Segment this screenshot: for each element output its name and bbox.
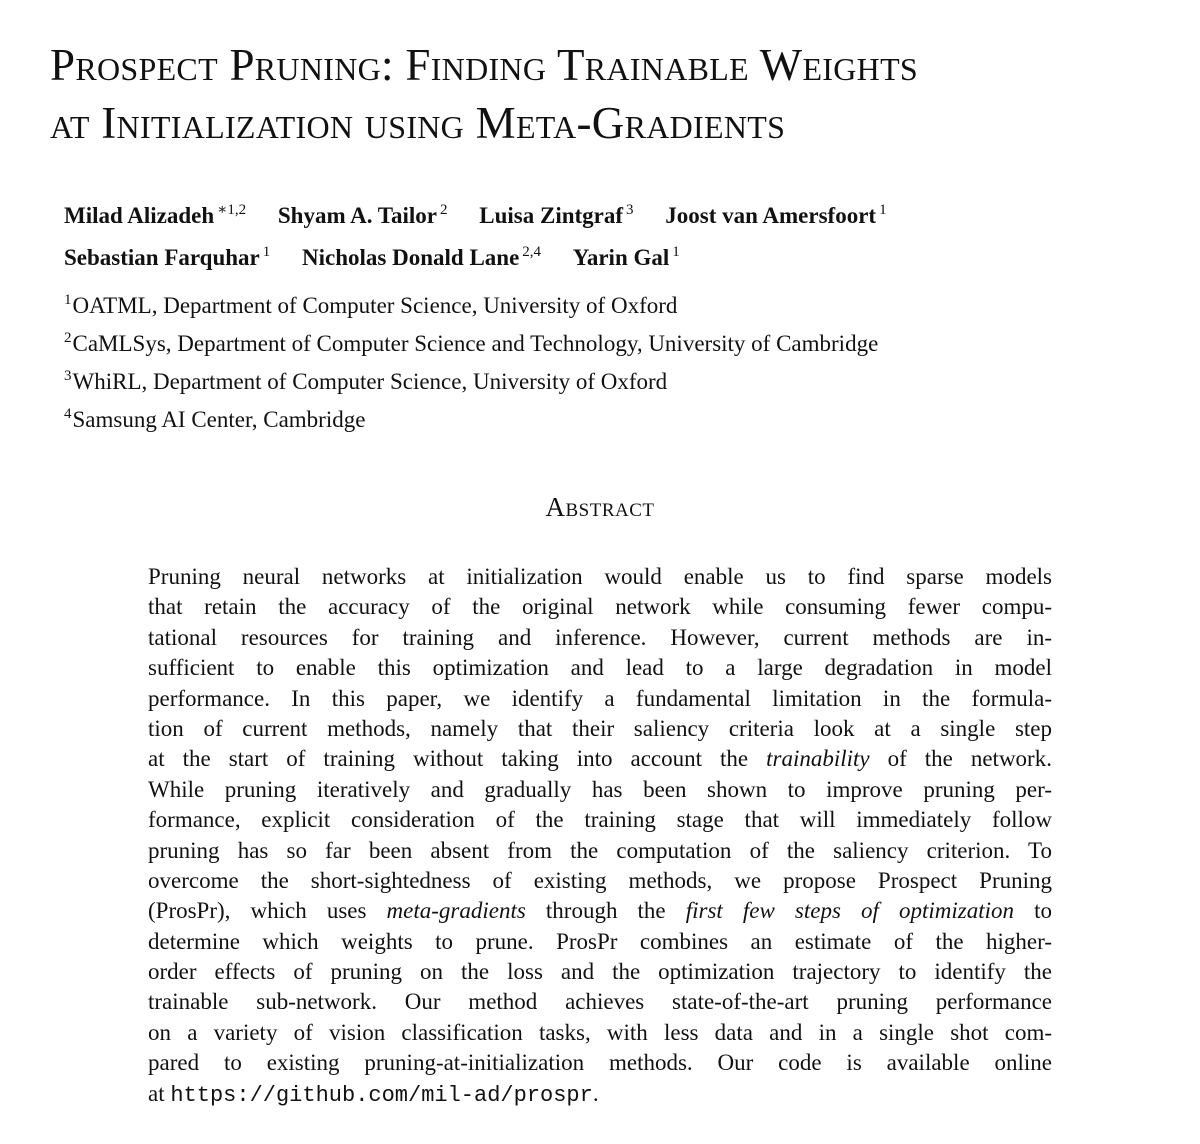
emphasis-first-few-steps: first few steps of optimization (685, 898, 1015, 924)
abstract-line: overcome the short-sightedness of existing methods, we propose Prospect Pruning (148, 867, 1052, 893)
author-name: Shyam A. Tailor (277, 203, 437, 228)
abstract-line: trainable sub-network. Our method achieves state-of-the-art pruning performance (148, 989, 1052, 1015)
author-affiliation-mark: 3 (626, 202, 634, 218)
author (64, 192, 246, 234)
affiliation-mark: 4 (64, 406, 72, 422)
author (665, 192, 886, 234)
abstract-line: (ProsPr), which uses meta-gradients through the first few steps of optimization to (148, 898, 1053, 924)
affiliation (64, 322, 1164, 360)
author (573, 234, 680, 276)
author-affiliation-mark: 2 (440, 202, 448, 218)
abstract-line: at https://github.com/mil-ad/prospr. (148, 1080, 599, 1108)
abstract-line: tion of current methods, namely that their saliency criteria look at a single step (148, 715, 1052, 741)
author-affiliation-mark: 2,4 (522, 244, 542, 260)
paper-title (50, 36, 1170, 152)
abstract-heading: Abstract (545, 492, 655, 522)
title-line-1: Prospect Pruning: Finding Trainable Weights (50, 40, 919, 90)
affiliation-text: Samsung AI Center, Cambridge (72, 407, 366, 432)
affiliation-text: WhiRL, Department of Computer Science, University of Oxford (72, 369, 668, 394)
author-name: Yarin Gal (572, 245, 670, 270)
abstract-line: formance, explicit consideration of the training stage that will immediately follow (148, 807, 1052, 833)
author-name: Luisa Zintgraf (479, 203, 624, 228)
author-name: Sebastian Farquhar (64, 245, 260, 270)
abstract-line: tational resources for training and inference. However, current methods are in- (148, 624, 1052, 650)
abstract-body (148, 562, 1052, 1109)
abstract-line: Pruning neural networks at initialization would enable us to find sparse models (148, 564, 1052, 589)
abstract-line: While pruning iteratively and gradually has been shown to improve pruning per- (148, 776, 1052, 802)
author-name: Joost van Amersfoort (665, 203, 877, 228)
abstract-line: order effects of pruning on the loss and the optimization trajectory to identify the (148, 959, 1052, 985)
author-affiliation-mark: 1 (262, 244, 271, 260)
author-affiliation-mark: ∗1,2 (217, 202, 247, 218)
author-affiliation-mark: 1 (672, 244, 680, 260)
affiliation-text: CaMLSys, Department of Computer Science and Technology, University of Cambridge (72, 331, 879, 356)
abstract-line: performance. In this paper, we identify a fundamental limitation in the formula- (148, 685, 1052, 711)
abstract-line: at the start of training without taking into account the trainability of the network. (148, 746, 1052, 772)
abstract-line: sufficient to enable this optimization and lead to a large degradation in model (148, 655, 1052, 681)
abstract-line: determine which weights to prune. ProsPr combines an estimate of the higher- (148, 928, 1052, 954)
emphasis-meta-gradients: meta-gradients (386, 898, 526, 924)
author (278, 192, 448, 234)
affiliation (64, 284, 1164, 322)
code-repository-link[interactable]: https://github.com/mil-ad/prospr (170, 1082, 593, 1108)
author-line-1 (64, 192, 1164, 234)
affiliation-list (64, 284, 1164, 436)
affiliation-mark: 2 (64, 330, 72, 346)
author (302, 234, 541, 276)
author (479, 192, 633, 234)
author-name: Milad Alizadeh (64, 203, 215, 228)
abstract-line: on a variety of vision classification tasks, with less data and in a single shot com- (148, 1019, 1052, 1045)
abstract-line: pruning has so far been absent from the computation of the saliency criterion. To (148, 837, 1052, 863)
author-affiliation-mark: 1 (879, 202, 887, 218)
title-line-2: at Initialization using Meta-Gradients (50, 98, 786, 148)
author-name: Nicholas Donald Lane (302, 245, 520, 270)
abstract-line: that retain the accuracy of the original network while consuming fewer compu- (148, 594, 1052, 620)
affiliation (64, 360, 1164, 398)
affiliation-mark: 3 (64, 368, 72, 384)
author (64, 234, 270, 276)
affiliation (64, 398, 1164, 436)
author-list (64, 192, 1164, 276)
affiliation-text: OATML, Department of Computer Science, University of Oxford (72, 293, 678, 318)
abstract-line: pared to existing pruning-at-initialization methods. Our code is available online (148, 1050, 1052, 1076)
affiliation-mark: 1 (64, 292, 72, 308)
emphasis-trainability: trainability (766, 746, 870, 772)
author-line-2 (64, 234, 1164, 276)
